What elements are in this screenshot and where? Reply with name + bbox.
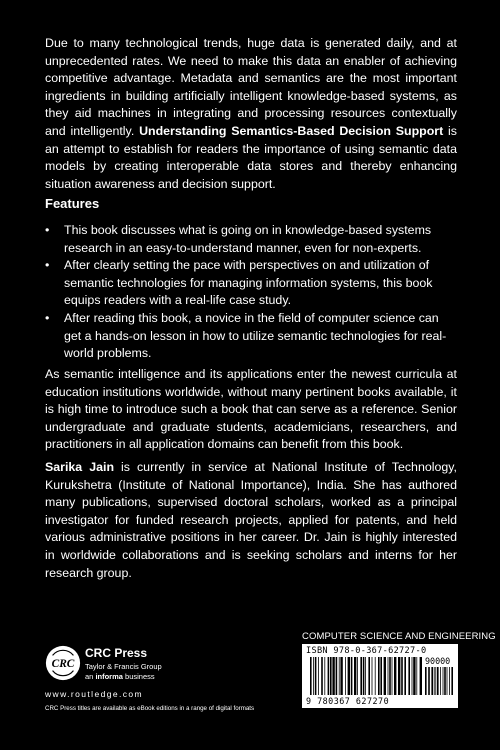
book-title-inline: Understanding Semantics-Based Decision Support <box>139 123 444 138</box>
bullet-icon: • <box>45 223 50 237</box>
author-name: Sarika Jain <box>45 460 115 474</box>
ebook-note: CRC Press titles are available as eBook editions in a range of digital formats <box>45 705 255 712</box>
publisher-name: CRC Press <box>85 646 148 660</box>
price-code: 90000 <box>425 656 451 666</box>
crc-logo-icon <box>44 644 82 682</box>
description-paragraph <box>45 35 457 193</box>
publisher-informa-line: an informa business <box>85 672 155 681</box>
isbn-text: ISBN 978-0-367-62727-0 <box>306 646 427 656</box>
publisher-group: Taylor & Francis Group <box>85 662 162 671</box>
bullet-icon: • <box>45 310 50 325</box>
feature-item: • After reading this book, a novice in the field of computer science can get a hands-on lesson in how to utilize semantic technologies for real-world problems. <box>45 310 447 361</box>
audience-paragraph: As semantic intelligence and its applications enter the newest curricula at education institutions worldwide, without many pertinent books available, it is high time to introduce such a book that can serve as a reference. Senior undergraduate and graduate students, academicians, researchers, and practitioners in all application domains can benefit from this book. <box>45 367 457 452</box>
author-bio: is currently in service at National Institute of Technology, Kurukshetra (Institute of National Importance), India. She has authored many publications, supervised doctoral scholars, worked as a principal investigator for funded research projects, applied for patents, and held various administrative positions in her career. Dr. Jain is highly interested in worldwide collaborations and is seeking scholars and interns for her research group. <box>45 460 457 580</box>
features-list <box>45 222 457 363</box>
subject-category: COMPUTER SCIENCE AND ENGINEERING <box>302 631 496 642</box>
feature-item: • After clearly setting the pace with perspectives on and utilization of semantic technologies for managing information systems, this book equips readers with a real-life case study. <box>45 258 433 308</box>
feature-item: • This book discusses what is going on in knowledge-based systems research in an easy-to-understand manner, even for non-experts. <box>45 223 432 255</box>
features-heading: Features <box>45 196 100 211</box>
barcode-digits: 9 780367 627270 <box>306 696 390 706</box>
author-paragraph <box>45 459 457 582</box>
bullet-icon: • <box>45 258 50 273</box>
crc-logo-text: CRC <box>51 657 75 670</box>
description-text: Due to many technological trends, huge data is generated daily, and at unprecedented rates. We need to make this data an enabler of achieving competitive advantage. Metadata and semantics are the most important ingredients in building artificially intelligent knowledge-based systems, as they aid machines in integrating and processing resources contextually and intelligently. <box>45 36 457 138</box>
publisher-website: www.routledge.com <box>45 689 143 699</box>
isbn-barcode <box>302 644 458 708</box>
description-text-continued: is an attempt to establish for readers the importance of using semantic data models by creating interoperable data stores and thereby enhancing situation awareness and decision support. <box>45 123 457 191</box>
